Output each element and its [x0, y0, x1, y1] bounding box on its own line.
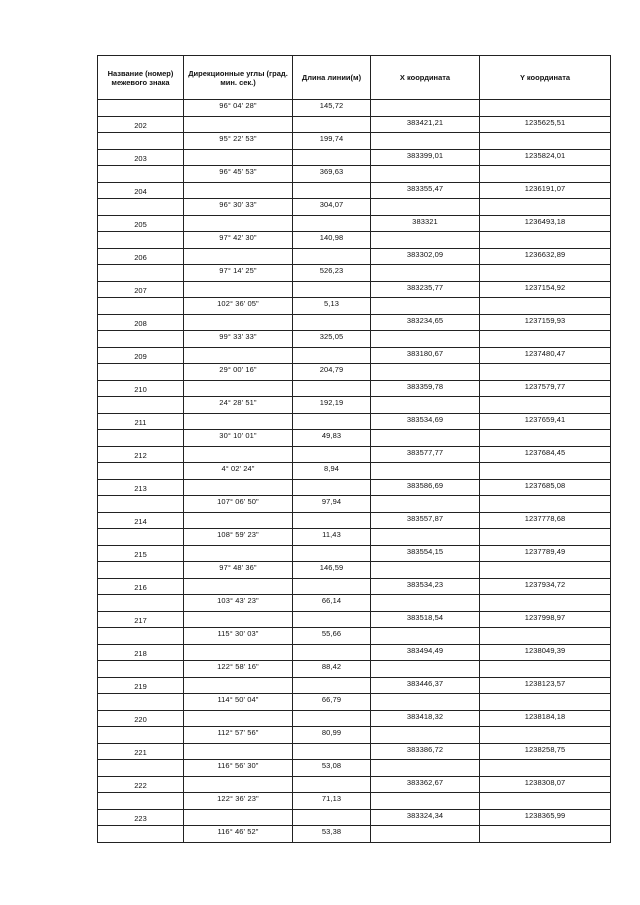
line-length-cell: 66,14 — [293, 595, 371, 612]
header-y-coordinate: Y координата — [480, 56, 611, 100]
line-length-cell: 192,19 — [293, 397, 371, 414]
y-coordinate-cell-empty — [480, 595, 611, 612]
direction-angle-cell: 116° 46' 52" — [184, 826, 293, 843]
segment-row — [98, 199, 611, 216]
point-name-cell-empty — [98, 199, 184, 216]
y-coordinate-cell-empty — [480, 364, 611, 381]
x-coordinate-cell-empty — [371, 793, 480, 810]
y-coordinate-cell-empty — [480, 331, 611, 348]
point-name-cell: 216 — [98, 578, 184, 595]
point-name-cell-empty — [98, 331, 184, 348]
line-length-cell: 97,94 — [293, 496, 371, 513]
y-coordinate-cell: 1237685,08 — [480, 479, 611, 496]
point-row — [98, 776, 611, 793]
direction-angle-cell: 122° 58' 16" — [184, 661, 293, 678]
x-coordinate-cell-empty — [371, 100, 480, 117]
line-length-cell-empty — [293, 149, 371, 166]
x-coordinate-cell-empty — [371, 496, 480, 513]
y-coordinate-cell-empty — [480, 628, 611, 645]
point-name-cell-empty — [98, 298, 184, 315]
line-length-cell-empty — [293, 809, 371, 826]
point-name-cell: 208 — [98, 314, 184, 331]
x-coordinate-cell-empty — [371, 826, 480, 843]
x-coordinate-cell: 383399,01 — [371, 149, 480, 166]
direction-angle-cell: 29° 00' 16" — [184, 364, 293, 381]
line-length-cell: 71,13 — [293, 793, 371, 810]
x-coordinate-cell-empty — [371, 430, 480, 447]
y-coordinate-cell-empty — [480, 496, 611, 513]
segment-row — [98, 793, 611, 810]
segment-row — [98, 430, 611, 447]
direction-angle-cell-empty — [184, 710, 293, 727]
x-coordinate-cell: 383577,77 — [371, 446, 480, 463]
y-coordinate-cell: 1237934,72 — [480, 578, 611, 595]
direction-angle-cell-empty — [184, 776, 293, 793]
point-row — [98, 347, 611, 364]
direction-angle-cell: 97° 14' 25" — [184, 265, 293, 282]
x-coordinate-cell-empty — [371, 265, 480, 282]
line-length-cell: 55,66 — [293, 628, 371, 645]
direction-angle-cell: 96° 30' 33" — [184, 199, 293, 216]
line-length-cell-empty — [293, 182, 371, 199]
line-length-cell-empty — [293, 215, 371, 232]
line-length-cell: 145,72 — [293, 100, 371, 117]
point-name-cell-empty — [98, 397, 184, 414]
y-coordinate-cell-empty — [480, 760, 611, 777]
line-length-cell-empty — [293, 743, 371, 760]
point-name-cell-empty — [98, 694, 184, 711]
line-length-cell: 8,94 — [293, 463, 371, 480]
line-length-cell: 304,07 — [293, 199, 371, 216]
direction-angle-cell-empty — [184, 446, 293, 463]
direction-angle-cell: 114° 50' 04" — [184, 694, 293, 711]
point-name-cell: 202 — [98, 116, 184, 133]
x-coordinate-cell: 383234,65 — [371, 314, 480, 331]
x-coordinate-cell-empty — [371, 529, 480, 546]
x-coordinate-cell-empty — [371, 166, 480, 183]
point-name-cell: 213 — [98, 479, 184, 496]
point-name-cell: 218 — [98, 644, 184, 661]
point-row — [98, 413, 611, 430]
point-name-cell-empty — [98, 463, 184, 480]
point-name-cell: 210 — [98, 380, 184, 397]
segment-row — [98, 265, 611, 282]
point-row — [98, 479, 611, 496]
line-length-cell: 49,83 — [293, 430, 371, 447]
y-coordinate-cell: 1236191,07 — [480, 182, 611, 199]
segment-row — [98, 562, 611, 579]
direction-angle-cell-empty — [184, 314, 293, 331]
direction-angle-cell: 108° 59' 23" — [184, 529, 293, 546]
y-coordinate-cell: 1237154,92 — [480, 281, 611, 298]
point-name-cell-empty — [98, 265, 184, 282]
direction-angle-cell: 96° 04' 28" — [184, 100, 293, 117]
x-coordinate-cell: 383418,32 — [371, 710, 480, 727]
y-coordinate-cell: 1237684,45 — [480, 446, 611, 463]
segment-row — [98, 694, 611, 711]
point-row — [98, 149, 611, 166]
direction-angle-cell-empty — [184, 281, 293, 298]
line-length-cell: 53,08 — [293, 760, 371, 777]
segment-row — [98, 397, 611, 414]
point-row — [98, 578, 611, 595]
direction-angle-cell-empty — [184, 347, 293, 364]
y-coordinate-cell-empty — [480, 199, 611, 216]
direction-angle-cell-empty — [184, 215, 293, 232]
direction-angle-cell-empty — [184, 611, 293, 628]
line-length-cell: 140,98 — [293, 232, 371, 249]
line-length-cell: 80,99 — [293, 727, 371, 744]
x-coordinate-cell: 383494,49 — [371, 644, 480, 661]
line-length-cell-empty — [293, 710, 371, 727]
line-length-cell-empty — [293, 281, 371, 298]
segment-row — [98, 760, 611, 777]
line-length-cell: 526,23 — [293, 265, 371, 282]
point-name-cell-empty — [98, 496, 184, 513]
x-coordinate-cell: 383362,67 — [371, 776, 480, 793]
direction-angle-cell-empty — [184, 182, 293, 199]
y-coordinate-cell: 1236632,89 — [480, 248, 611, 265]
point-row — [98, 743, 611, 760]
segment-row — [98, 232, 611, 249]
point-name-cell: 217 — [98, 611, 184, 628]
y-coordinate-cell-empty — [480, 463, 611, 480]
direction-angle-cell: 122° 36' 23" — [184, 793, 293, 810]
y-coordinate-cell: 1238049,39 — [480, 644, 611, 661]
x-coordinate-cell-empty — [371, 199, 480, 216]
line-length-cell: 66,79 — [293, 694, 371, 711]
line-length-cell: 53,38 — [293, 826, 371, 843]
segment-row — [98, 298, 611, 315]
y-coordinate-cell-empty — [480, 397, 611, 414]
point-name-cell-empty — [98, 826, 184, 843]
y-coordinate-cell-empty — [480, 694, 611, 711]
direction-angle-cell: 102° 36' 05" — [184, 298, 293, 315]
x-coordinate-cell-empty — [371, 727, 480, 744]
header-line-length: Длина линии(м) — [293, 56, 371, 100]
point-row — [98, 809, 611, 826]
y-coordinate-cell-empty — [480, 661, 611, 678]
direction-angle-cell: 99° 33' 33" — [184, 331, 293, 348]
line-length-cell-empty — [293, 446, 371, 463]
x-coordinate-cell: 383355,47 — [371, 182, 480, 199]
line-length-cell-empty — [293, 545, 371, 562]
y-coordinate-cell: 1238123,57 — [480, 677, 611, 694]
line-length-cell-empty — [293, 578, 371, 595]
line-length-cell: 325,05 — [293, 331, 371, 348]
point-name-cell: 204 — [98, 182, 184, 199]
direction-angle-cell: 103° 43' 23" — [184, 595, 293, 612]
point-name-cell: 223 — [98, 809, 184, 826]
direction-angle-cell: 30° 10' 01" — [184, 430, 293, 447]
point-name-cell-empty — [98, 661, 184, 678]
point-name-cell-empty — [98, 166, 184, 183]
direction-angle-cell: 4° 02' 24" — [184, 463, 293, 480]
point-row — [98, 314, 611, 331]
x-coordinate-cell-empty — [371, 232, 480, 249]
segment-row — [98, 364, 611, 381]
segment-row — [98, 331, 611, 348]
y-coordinate-cell: 1238365,99 — [480, 809, 611, 826]
point-row — [98, 116, 611, 133]
point-name-cell: 211 — [98, 413, 184, 430]
x-coordinate-cell: 383324,34 — [371, 809, 480, 826]
point-row — [98, 677, 611, 694]
line-length-cell-empty — [293, 314, 371, 331]
point-row — [98, 446, 611, 463]
point-name-cell: 215 — [98, 545, 184, 562]
x-coordinate-cell-empty — [371, 628, 480, 645]
y-coordinate-cell: 1237789,49 — [480, 545, 611, 562]
x-coordinate-cell: 383180,67 — [371, 347, 480, 364]
x-coordinate-cell: 383518,54 — [371, 611, 480, 628]
y-coordinate-cell: 1238184,18 — [480, 710, 611, 727]
x-coordinate-cell: 383359,78 — [371, 380, 480, 397]
x-coordinate-cell: 383586,69 — [371, 479, 480, 496]
segment-row — [98, 595, 611, 612]
y-coordinate-cell-empty — [480, 133, 611, 150]
y-coordinate-cell-empty — [480, 232, 611, 249]
header-x-coordinate: Х координата — [371, 56, 480, 100]
header-direction-angle: Дирекционные углы (град. мин. сек.) — [184, 56, 293, 100]
point-name-cell: 222 — [98, 776, 184, 793]
point-name-cell: 207 — [98, 281, 184, 298]
x-coordinate-cell: 383421,21 — [371, 116, 480, 133]
x-coordinate-cell: 383321 — [371, 215, 480, 232]
point-row — [98, 380, 611, 397]
line-length-cell-empty — [293, 380, 371, 397]
point-row — [98, 281, 611, 298]
point-name-cell: 220 — [98, 710, 184, 727]
point-name-cell: 221 — [98, 743, 184, 760]
point-row — [98, 248, 611, 265]
line-length-cell-empty — [293, 479, 371, 496]
y-coordinate-cell-empty — [480, 562, 611, 579]
x-coordinate-cell-empty — [371, 331, 480, 348]
table-body — [98, 100, 611, 843]
segment-row — [98, 133, 611, 150]
point-name-cell-empty — [98, 595, 184, 612]
direction-angle-cell: 24° 28' 51" — [184, 397, 293, 414]
x-coordinate-cell-empty — [371, 364, 480, 381]
x-coordinate-cell: 383235,77 — [371, 281, 480, 298]
direction-angle-cell-empty — [184, 545, 293, 562]
direction-angle-cell: 115° 30' 03" — [184, 628, 293, 645]
direction-angle-cell-empty — [184, 380, 293, 397]
y-coordinate-cell: 1235625,51 — [480, 116, 611, 133]
segment-row — [98, 727, 611, 744]
x-coordinate-cell: 383554,15 — [371, 545, 480, 562]
point-name-cell: 209 — [98, 347, 184, 364]
y-coordinate-cell: 1235824,01 — [480, 149, 611, 166]
y-coordinate-cell-empty — [480, 298, 611, 315]
direction-angle-cell: 96° 45' 53" — [184, 166, 293, 183]
line-length-cell-empty — [293, 248, 371, 265]
line-length-cell: 204,79 — [293, 364, 371, 381]
y-coordinate-cell-empty — [480, 529, 611, 546]
x-coordinate-cell-empty — [371, 133, 480, 150]
point-row — [98, 182, 611, 199]
x-coordinate-cell-empty — [371, 298, 480, 315]
x-coordinate-cell-empty — [371, 694, 480, 711]
direction-angle-cell-empty — [184, 644, 293, 661]
y-coordinate-cell: 1237998,97 — [480, 611, 611, 628]
line-length-cell-empty — [293, 512, 371, 529]
point-name-cell: 203 — [98, 149, 184, 166]
line-length-cell-empty — [293, 347, 371, 364]
point-name-cell-empty — [98, 133, 184, 150]
y-coordinate-cell: 1238258,75 — [480, 743, 611, 760]
x-coordinate-cell-empty — [371, 397, 480, 414]
point-name-cell-empty — [98, 727, 184, 744]
x-coordinate-cell-empty — [371, 661, 480, 678]
point-name-cell-empty — [98, 430, 184, 447]
direction-angle-cell-empty — [184, 413, 293, 430]
line-length-cell-empty — [293, 116, 371, 133]
direction-angle-cell-empty — [184, 677, 293, 694]
point-row — [98, 512, 611, 529]
direction-angle-cell: 97° 42' 30" — [184, 232, 293, 249]
point-name-cell: 212 — [98, 446, 184, 463]
x-coordinate-cell-empty — [371, 595, 480, 612]
direction-angle-cell: 97° 48' 36" — [184, 562, 293, 579]
y-coordinate-cell: 1237159,93 — [480, 314, 611, 331]
point-name-cell-empty — [98, 100, 184, 117]
point-name-cell-empty — [98, 628, 184, 645]
x-coordinate-cell-empty — [371, 562, 480, 579]
point-name-cell: 206 — [98, 248, 184, 265]
direction-angle-cell: 95° 22' 53" — [184, 133, 293, 150]
point-name-cell-empty — [98, 364, 184, 381]
direction-angle-cell-empty — [184, 512, 293, 529]
point-name-cell-empty — [98, 760, 184, 777]
y-coordinate-cell-empty — [480, 793, 611, 810]
y-coordinate-cell: 1236493,18 — [480, 215, 611, 232]
y-coordinate-cell-empty — [480, 166, 611, 183]
x-coordinate-cell: 383302,09 — [371, 248, 480, 265]
x-coordinate-cell: 383386,72 — [371, 743, 480, 760]
line-length-cell-empty — [293, 413, 371, 430]
line-length-cell-empty — [293, 776, 371, 793]
direction-angle-cell-empty — [184, 149, 293, 166]
segment-row — [98, 463, 611, 480]
line-length-cell: 199,74 — [293, 133, 371, 150]
y-coordinate-cell-empty — [480, 100, 611, 117]
x-coordinate-cell: 383557,87 — [371, 512, 480, 529]
segment-row — [98, 529, 611, 546]
point-row — [98, 215, 611, 232]
direction-angle-cell: 116° 56' 30" — [184, 760, 293, 777]
line-length-cell-empty — [293, 644, 371, 661]
point-name-cell-empty — [98, 232, 184, 249]
y-coordinate-cell-empty — [480, 430, 611, 447]
line-length-cell-empty — [293, 611, 371, 628]
direction-angle-cell-empty — [184, 116, 293, 133]
table-header-row — [98, 56, 611, 100]
boundary-points-table — [97, 55, 611, 843]
direction-angle-cell: 112° 57' 56" — [184, 727, 293, 744]
x-coordinate-cell: 383534,23 — [371, 578, 480, 595]
y-coordinate-cell: 1237778,68 — [480, 512, 611, 529]
point-row — [98, 644, 611, 661]
line-length-cell: 146,59 — [293, 562, 371, 579]
direction-angle-cell-empty — [184, 809, 293, 826]
y-coordinate-cell-empty — [480, 727, 611, 744]
segment-row — [98, 100, 611, 117]
direction-angle-cell-empty — [184, 578, 293, 595]
segment-row — [98, 826, 611, 843]
segment-row — [98, 496, 611, 513]
segment-row — [98, 166, 611, 183]
point-name-cell: 219 — [98, 677, 184, 694]
x-coordinate-cell: 383446,37 — [371, 677, 480, 694]
direction-angle-cell-empty — [184, 248, 293, 265]
y-coordinate-cell: 1238308,07 — [480, 776, 611, 793]
line-length-cell: 11,43 — [293, 529, 371, 546]
segment-row — [98, 661, 611, 678]
point-name-cell-empty — [98, 562, 184, 579]
x-coordinate-cell-empty — [371, 760, 480, 777]
y-coordinate-cell: 1237480,47 — [480, 347, 611, 364]
direction-angle-cell-empty — [184, 743, 293, 760]
y-coordinate-cell-empty — [480, 265, 611, 282]
line-length-cell: 5,13 — [293, 298, 371, 315]
y-coordinate-cell-empty — [480, 826, 611, 843]
x-coordinate-cell-empty — [371, 463, 480, 480]
direction-angle-cell-empty — [184, 479, 293, 496]
point-row — [98, 545, 611, 562]
segment-row — [98, 628, 611, 645]
y-coordinate-cell: 1237659,41 — [480, 413, 611, 430]
direction-angle-cell: 107° 06' 50" — [184, 496, 293, 513]
point-row — [98, 710, 611, 727]
point-name-cell: 205 — [98, 215, 184, 232]
x-coordinate-cell: 383534,69 — [371, 413, 480, 430]
header-point-name: Название (номер) межевого знака — [98, 56, 184, 100]
point-name-cell-empty — [98, 793, 184, 810]
y-coordinate-cell: 1237579,77 — [480, 380, 611, 397]
line-length-cell-empty — [293, 677, 371, 694]
point-name-cell: 214 — [98, 512, 184, 529]
line-length-cell: 88,42 — [293, 661, 371, 678]
point-name-cell-empty — [98, 529, 184, 546]
point-row — [98, 611, 611, 628]
line-length-cell: 369,63 — [293, 166, 371, 183]
